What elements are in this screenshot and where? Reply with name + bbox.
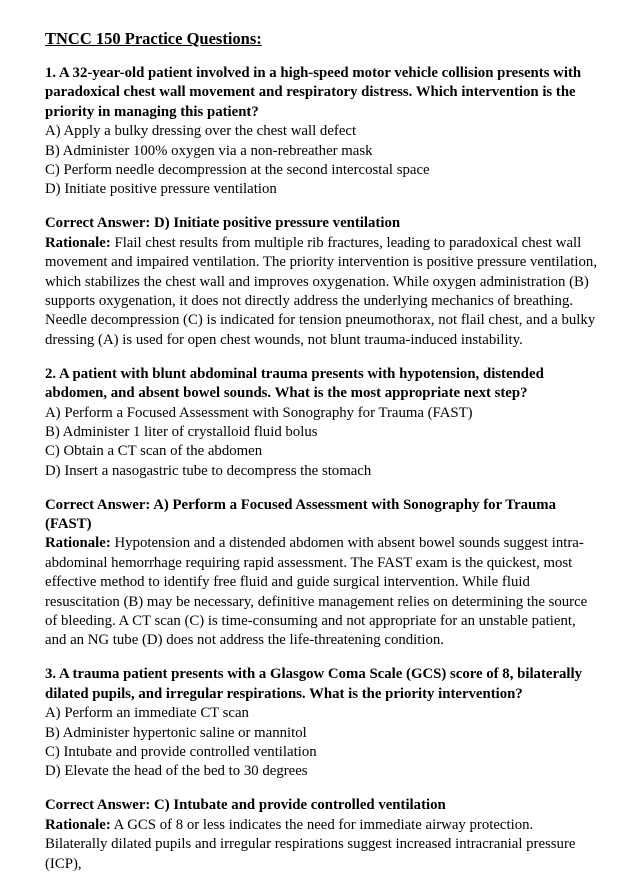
correct-answer: Correct Answer: A) Perform a Focused Assessment with Sonography for Trauma (FAST) (45, 496, 556, 533)
rationale-label: Rationale: (45, 234, 111, 251)
question-block-2 (45, 365, 599, 481)
question-text: 2. A patient with blunt abdominal trauma presents with hypotension, distended abdomen, and absent bowel sounds. What is the most appropriate next step? (45, 365, 544, 402)
option-b: B) Administer 100% oxygen via a non-rebreather mask (45, 142, 373, 159)
correct-answer: Correct Answer: D) Initiate positive pressure ventilation (45, 215, 401, 232)
option-c: C) Intubate and provide controlled ventilation (45, 744, 317, 760)
question-text: 3. A trauma patient presents with a Glasgow Coma Scale (GCS) score of 8, bilaterally dilated pupils, and irregular respirations. What is the priority intervention? (45, 666, 583, 702)
question-block-1 (45, 64, 599, 200)
option-c: C) Perform needle decompression at the second intercostal space (45, 162, 430, 179)
rationale-label: Rationale: (45, 535, 111, 552)
question-text: 1. A 32-year-old patient involved in a high-speed motor vehicle collision presents with paradoxical chest wall movement and respiratory distress. Which intervention is the priority in managing this patient? (45, 65, 582, 120)
correct-answer: Correct Answer: C) Intubate and provide controlled ventilation (45, 797, 446, 814)
option-d: D) Insert a nasogastric tube to decompress the stomach (45, 462, 372, 479)
option-a: A) Perform a Focused Assessment with Sonography for Trauma (FAST) (45, 404, 473, 421)
rationale-label: Rationale: (45, 816, 111, 833)
rationale-text: A GCS of 8 or less indicates the need for immediate airway protection. Bilaterally dilated pupils and irregular respirations suggest increased intracranial pressure (ICP), (45, 816, 576, 872)
option-a: A) Apply a bulky dressing over the chest wall defect (45, 123, 357, 140)
rationale (45, 534, 599, 650)
question-block-3 (45, 665, 599, 781)
answer-block-3 (45, 796, 599, 874)
rationale-text: Hypotension and a distended abdomen with absent bowel sounds suggest intra-abdominal hemorrhage requiring rapid assessment. The FAST exam is the quickest, most effective method to identify free fluid and guide surgical intervention. While fluid resuscitation (B) may be necessary, definitive management relies on determining the source of bleeding. A CT scan (C) is time-consuming and not appropriate for an unstable patient, and an NG tube (D) does not address the life-threatening condition. (45, 535, 588, 649)
rationale (45, 234, 599, 350)
option-c: C) Obtain a CT scan of the abdomen (45, 443, 263, 460)
option-b: B) Administer 1 liter of crystalloid fluid bolus (45, 423, 318, 440)
page-title: TNCC 150 Practice Questions: (45, 29, 262, 48)
option-d: D) Elevate the head of the bed to 30 degrees (45, 763, 308, 780)
option-a: A) Perform an immediate CT scan (45, 705, 249, 722)
option-b: B) Administer hypertonic saline or mannitol (45, 724, 307, 741)
answer-block-2 (45, 496, 599, 651)
rationale-text: Flail chest results from multiple rib fractures, leading to paradoxical chest wall movement and impaired ventilation. The priority intervention is positive pressure ventilation, which stabilizes the chest wall and improves oxygenation. While oxygen administration (B) supports oxygenation, it does not directly address the underlying mechanics of breathing. Needle decompression (C) is indicated for tension pneumothorax, not flail chest, and a bulky dressing (A) is used for open chest wounds, not blunt trauma-induced instability. (45, 234, 598, 348)
rationale (45, 816, 599, 874)
answer-block-1 (45, 214, 599, 350)
option-d: D) Initiate positive pressure ventilation (45, 181, 277, 198)
